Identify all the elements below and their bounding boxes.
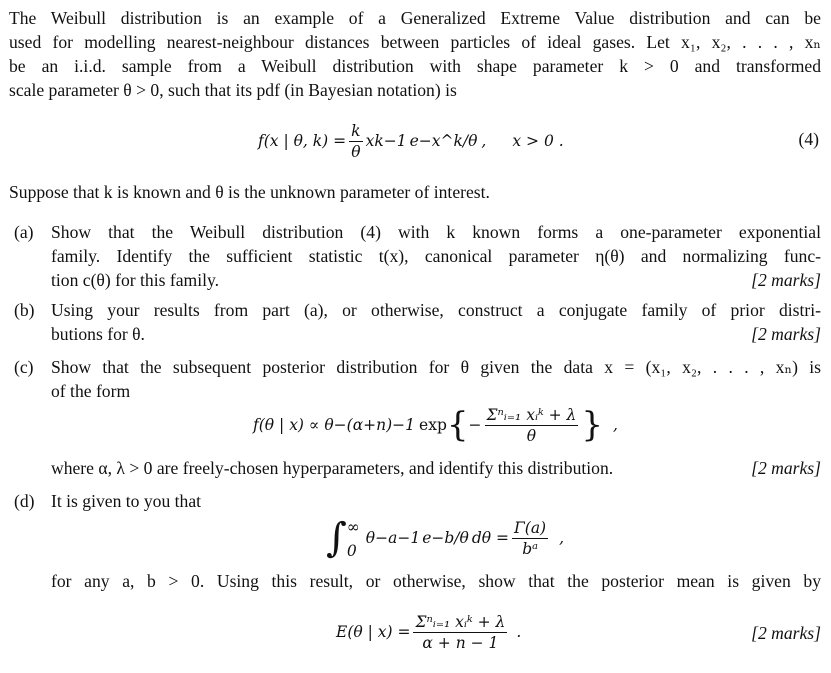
part-b-body [51, 298, 821, 346]
part-c [14, 355, 821, 485]
integral-comma: , [559, 529, 565, 547]
intro-paragraph [9, 6, 821, 102]
integral-fraction [512, 518, 548, 559]
integral-upper-limit: ∞ [346, 518, 360, 536]
post-frac-num: Σⁿᵢ₌₁ xᵢᵏ + λ [486, 405, 577, 424]
posterior-mean-equation [336, 607, 521, 657]
part-d [14, 489, 821, 669]
intro-line-4: scale parameter θ > 0, such that its pdf (in Bayesian notation) is [9, 80, 457, 100]
eq4-x: x [365, 132, 375, 150]
part-c-body-2 [51, 456, 821, 480]
post-brace-open: { [446, 405, 469, 445]
part-c-body [51, 355, 821, 403]
post-lhs: f(θ | x) ∝ θ [253, 416, 334, 434]
post-minus: − [468, 416, 482, 434]
integral-frac-den: bᵃ [522, 539, 538, 558]
part-a-line-1: Show that the Weibull distribution (4) with k known forms a one-parameter exponential [51, 222, 821, 242]
mean-fraction [413, 612, 507, 653]
post-comma: , [613, 416, 618, 434]
integral-lower-limit: 0 [346, 542, 357, 560]
part-c-line-2: of the form [51, 381, 131, 401]
eq4-e: e [409, 132, 419, 150]
mean-frac-num: Σⁿᵢ₌₁ xᵢᵏ + λ [415, 612, 506, 631]
eq4-comma: , [481, 132, 487, 150]
part-c-line-3: where α, λ > 0 are freely-chosen hyperparameters, and identify this distribution. [51, 458, 614, 478]
eq4-frac-den: θ [351, 142, 361, 161]
statement-paragraph [9, 180, 821, 204]
part-d-label: (d) [14, 491, 35, 511]
part-b-marks: [2 marks] [751, 324, 821, 344]
post-exp-word: exp [419, 416, 447, 434]
part-b [14, 298, 821, 346]
part-a-line-2: family. Identify the sufficient statistic t(x), canonical parameter η(θ) and normalizing func- [51, 246, 821, 266]
part-a-body [51, 220, 821, 292]
part-c-marks: [2 marks] [751, 458, 821, 478]
integral-theta: θ [365, 529, 376, 547]
mean-frac-den: α + n − 1 [422, 633, 499, 652]
integral-limits [347, 515, 360, 561]
mean-dot: . [516, 623, 522, 641]
part-d-line-2: for any a, b > 0. Using this result, or otherwise, show that the posterior mean is given by [51, 571, 821, 591]
part-d-body-2 [51, 569, 821, 593]
part-a-marks: [2 marks] [751, 270, 821, 290]
equation-4: f(x | θ, k) = $\frac{k}{\theta}$ x k−1 e −x^k/θ , x > 0 . [258, 121, 564, 161]
posterior-equation: f(θ | x) ∝ θ −(α+n)−1 exp { − $\frac{\text{Σⁿᵢ₌₁ xᵢᵏ + λ}}{\theta}$ } , [253, 405, 618, 445]
integral-e: e [422, 529, 432, 547]
eq4-lhs: f(x | θ, k) = [258, 132, 347, 150]
eq4-fraction [349, 121, 362, 162]
integral-equation: ∫ ∞ 0 θ −a−1 e −b/θ dθ = $\frac{\Gamma(a)}{\text{bᵃ}}$ , [326, 515, 565, 561]
part-d-body [51, 489, 821, 513]
post-fraction [485, 405, 579, 446]
part-c-label: (c) [14, 357, 34, 377]
equation-4-number: (4) [798, 129, 819, 149]
part-c-line-1: Show that the subsequent posterior distribution for θ given the data x = (x₁, x₂, . . . , xₙ) is [51, 357, 821, 377]
part-b-label: (b) [14, 300, 35, 320]
part-a-line-3: tion c(θ) for this family. [51, 270, 220, 290]
intro-line-3: be an i.i.d. sample from a Weibull distribution with shape parameter k > 0 and transformed [9, 56, 821, 76]
integral-frac-num: Γ(a) [514, 518, 547, 537]
part-a-label: (a) [14, 222, 34, 242]
part-d-line-1: It is given to you that [51, 491, 202, 511]
part-b-line-2: butions for θ. [51, 324, 145, 344]
part-b-line-1: Using your results from part (a), or otherwise, construct a conjugate family of prior distri- [51, 300, 821, 320]
mean-lhs: E(θ | x) = [336, 623, 411, 641]
intro-line-2: used for modelling nearest-neighbour distances between particles of ideal gases. Let x₁, x₂, . . . , xₙ [9, 32, 821, 52]
post-frac-den: θ [526, 426, 537, 445]
statement-text: Suppose that k is known and θ is the unknown parameter of interest. [9, 182, 490, 202]
integral-dtheta: dθ = [471, 529, 510, 547]
part-d-marks: [2 marks] [751, 623, 821, 643]
post-brace-close: } [581, 405, 604, 445]
part-a [14, 220, 821, 292]
eq4-condition: x > 0 . [512, 132, 564, 150]
eq4-frac-num: k [351, 121, 361, 140]
intro-line-1: The Weibull distribution is an example of a Generalized Extreme Value distribution and can be [9, 8, 821, 28]
integral-sign: ∫ [326, 515, 347, 561]
